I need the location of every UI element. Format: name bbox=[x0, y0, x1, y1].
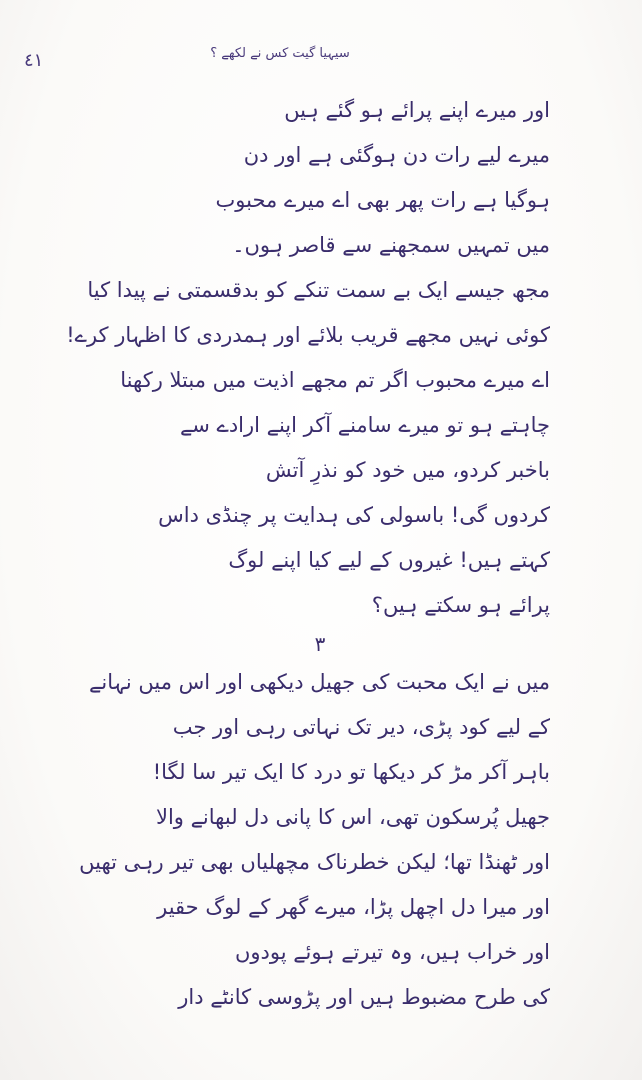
text-line: پرائے ہو سکتے ہیں؟ bbox=[371, 593, 550, 617]
text-line: اے میرے محبوب اگر تم مجھے اذیت میں مبتلا رکھنا bbox=[120, 368, 550, 392]
text-line: مجھ جیسے ایک بے سمت تنکے کو بدقسمتی نے پیدا کیا bbox=[87, 278, 550, 302]
text-line: ہوگیا ہے رات پھر بھی اے میرے محبوب bbox=[215, 188, 550, 212]
running-title: سیہیا گیت کس نے لکھے ؟ bbox=[210, 46, 350, 61]
page-text bbox=[66, 88, 550, 1020]
text-line: چاہتے ہو تو میرے سامنے آکر اپنے ارادے سے bbox=[179, 413, 550, 437]
text-line: میں نے ایک محبت کی جھیل دیکھی اور اس میں نہانے bbox=[89, 670, 550, 694]
page-number: ٤١ bbox=[24, 50, 44, 71]
text-line: باہر آکر مڑ کر دیکھا تو درد کا ایک تیر سا لگا! bbox=[152, 760, 550, 784]
text-line: باخبر کردو، میں خود کو نذرِ آتش bbox=[265, 458, 550, 482]
text-line: کے لیے کود پڑی، دیر تک نہاتی رہی اور جب bbox=[172, 715, 550, 739]
text-line: میرے لیے رات دن ہوگئی ہے اور دن bbox=[243, 143, 550, 167]
text-line: میں تمہیں سمجھنے سے قاصر ہوں۔ bbox=[232, 233, 550, 257]
text-line: اور ٹھنڈا تھا؛ لیکن خطرناک مچھلیاں بھی تیر رہی تھیں bbox=[79, 850, 550, 874]
section-number: ۳ bbox=[314, 632, 326, 656]
text-line: جھیل پُرسکون تھی، اس کا پانی دل لبھانے والا bbox=[156, 805, 550, 829]
text-line: کردوں گی! باسولی کی ہدایت پر چنڈی داس bbox=[158, 503, 550, 527]
text-line: کوئی نہیں مجھے قریب بلائے اور ہمدردی کا اظہار کرے! bbox=[66, 323, 550, 347]
text-line: اور میرا دل اچھل پڑا، میرے گھر کے لوگ حقیر bbox=[157, 895, 550, 919]
text-line: کہتے ہیں! غیروں کے لیے کیا اپنے لوگ bbox=[228, 548, 550, 572]
text-line: اور میرے اپنے پرائے ہو گئے ہیں bbox=[284, 98, 550, 122]
text-line: اور خراب ہیں، وہ تیرتے ہوئے پودوں bbox=[234, 940, 550, 964]
text-line: کی طرح مضبوط ہیں اور پڑوسی کانٹے دار bbox=[178, 985, 550, 1009]
